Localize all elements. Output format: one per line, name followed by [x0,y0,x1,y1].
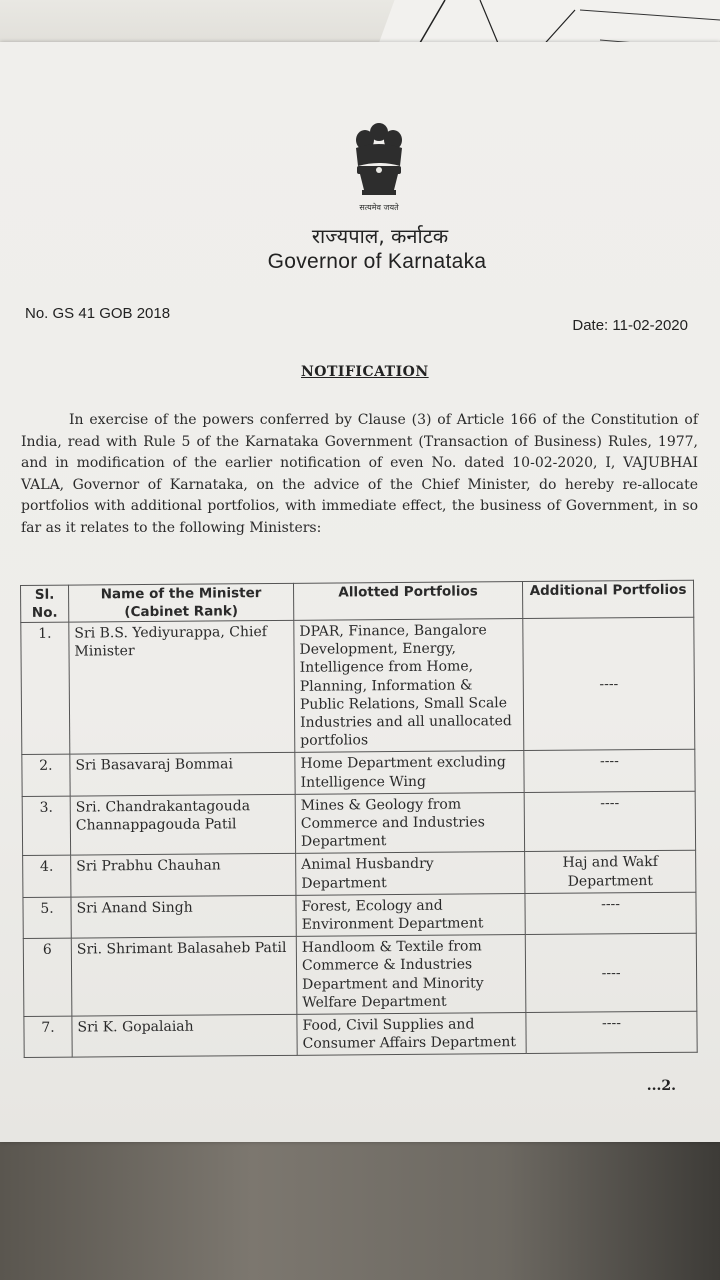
background-floor [0,1130,720,1280]
row-sl: 6 [23,938,72,1016]
row-sl: 2. [22,755,70,797]
row-additional: ---- [523,617,695,751]
row-additional: Haj and Wakf Department [525,851,696,894]
emblem-motto: सत्यमेव जयते [359,203,399,212]
table-row [22,791,695,856]
notification-heading: NOTIFICATION [301,364,429,380]
row-minister: Sri K. Gopalaiah [72,1014,297,1057]
header-minister-name: Name of the Minister (Cabinet Rank) [69,583,294,622]
notification-date: Date: 11-02-2020 [572,317,688,334]
governor-title-english: Governor of Karnataka [267,250,487,273]
row-allotted: Home Department excluding Intelligence Wing [295,751,524,794]
reference-number: No. GS 41 GOB 2018 [25,305,171,322]
row-sl: 4. [23,856,71,898]
table-header-row [21,580,694,622]
row-allotted: Animal Husbandry Department [296,852,525,895]
page-continuation-marker: ...2. [646,1078,676,1094]
row-allotted: Forest, Ecology and Environment Department [296,893,525,936]
row-additional: ---- [524,750,695,793]
table-row [24,1011,697,1058]
notification-body: In exercise of the powers conferred by Clause (3) of Article 166 of the Constitution of India, read with Rule 5 of the Karnataka Government (Transaction of Business) Rules, 1977, and in modification of the earlier notification of even No. dated 10-02-2020, I, VAJUBHAI VALA, Governor of Karnataka, on the advice of the Chief Minister, do hereby re-allocate portfolios with additional portfolios, with immediate effect, the business of Government, in so far as it relates to the following Ministers: [21,412,698,536]
row-allotted: Mines & Geology from Commerce and Industries Department [295,792,524,853]
row-additional: ---- [525,892,696,935]
table-row [23,892,696,939]
header-additional-portfolios: Additional Portfolios [522,580,693,618]
header-allotted-portfolios: Allotted Portfolios [293,582,522,621]
row-minister: Sri Anand Singh [71,895,296,938]
row-additional: ---- [526,1011,697,1054]
row-additional: ---- [525,933,697,1012]
row-sl: 1. [21,622,70,755]
table-row [23,933,697,1016]
header-sl-no: Sl. No. [21,585,69,622]
row-sl: 3. [22,796,70,856]
state-emblem-icon [348,118,410,218]
row-minister: Sri. Chandrakantagouda Channappagouda Patil [70,794,295,855]
row-minister: Sri Prabhu Chauhan [71,854,296,897]
table-row [22,750,695,797]
row-minister: Sri. Shrimant Balasaheb Patil [71,937,297,1017]
row-minister: Sri B.S. Yediyurappa, Chief Minister [69,620,295,754]
row-allotted: Food, Civil Supplies and Consumer Affairs Department [297,1013,526,1056]
portfolio-table [20,580,698,1059]
row-additional: ---- [524,791,695,852]
row-allotted: DPAR, Finance, Bangalore Development, Energy, Intelligence from Home, Planning, Information & Public Relations, Small Scale Industries and all unallocated portfolios [294,619,524,753]
governor-title-hindi: राज्यपाल, कर्नाटक [311,224,449,248]
row-allotted: Handloom & Textile from Commerce & Industries Department and Minority Welfare Department [296,935,526,1015]
row-sl: 7. [24,1016,72,1058]
table-row [23,851,696,898]
row-sl: 5. [23,897,71,939]
table-row [21,617,695,755]
row-minister: Sri Basavaraj Bommai [70,753,295,796]
